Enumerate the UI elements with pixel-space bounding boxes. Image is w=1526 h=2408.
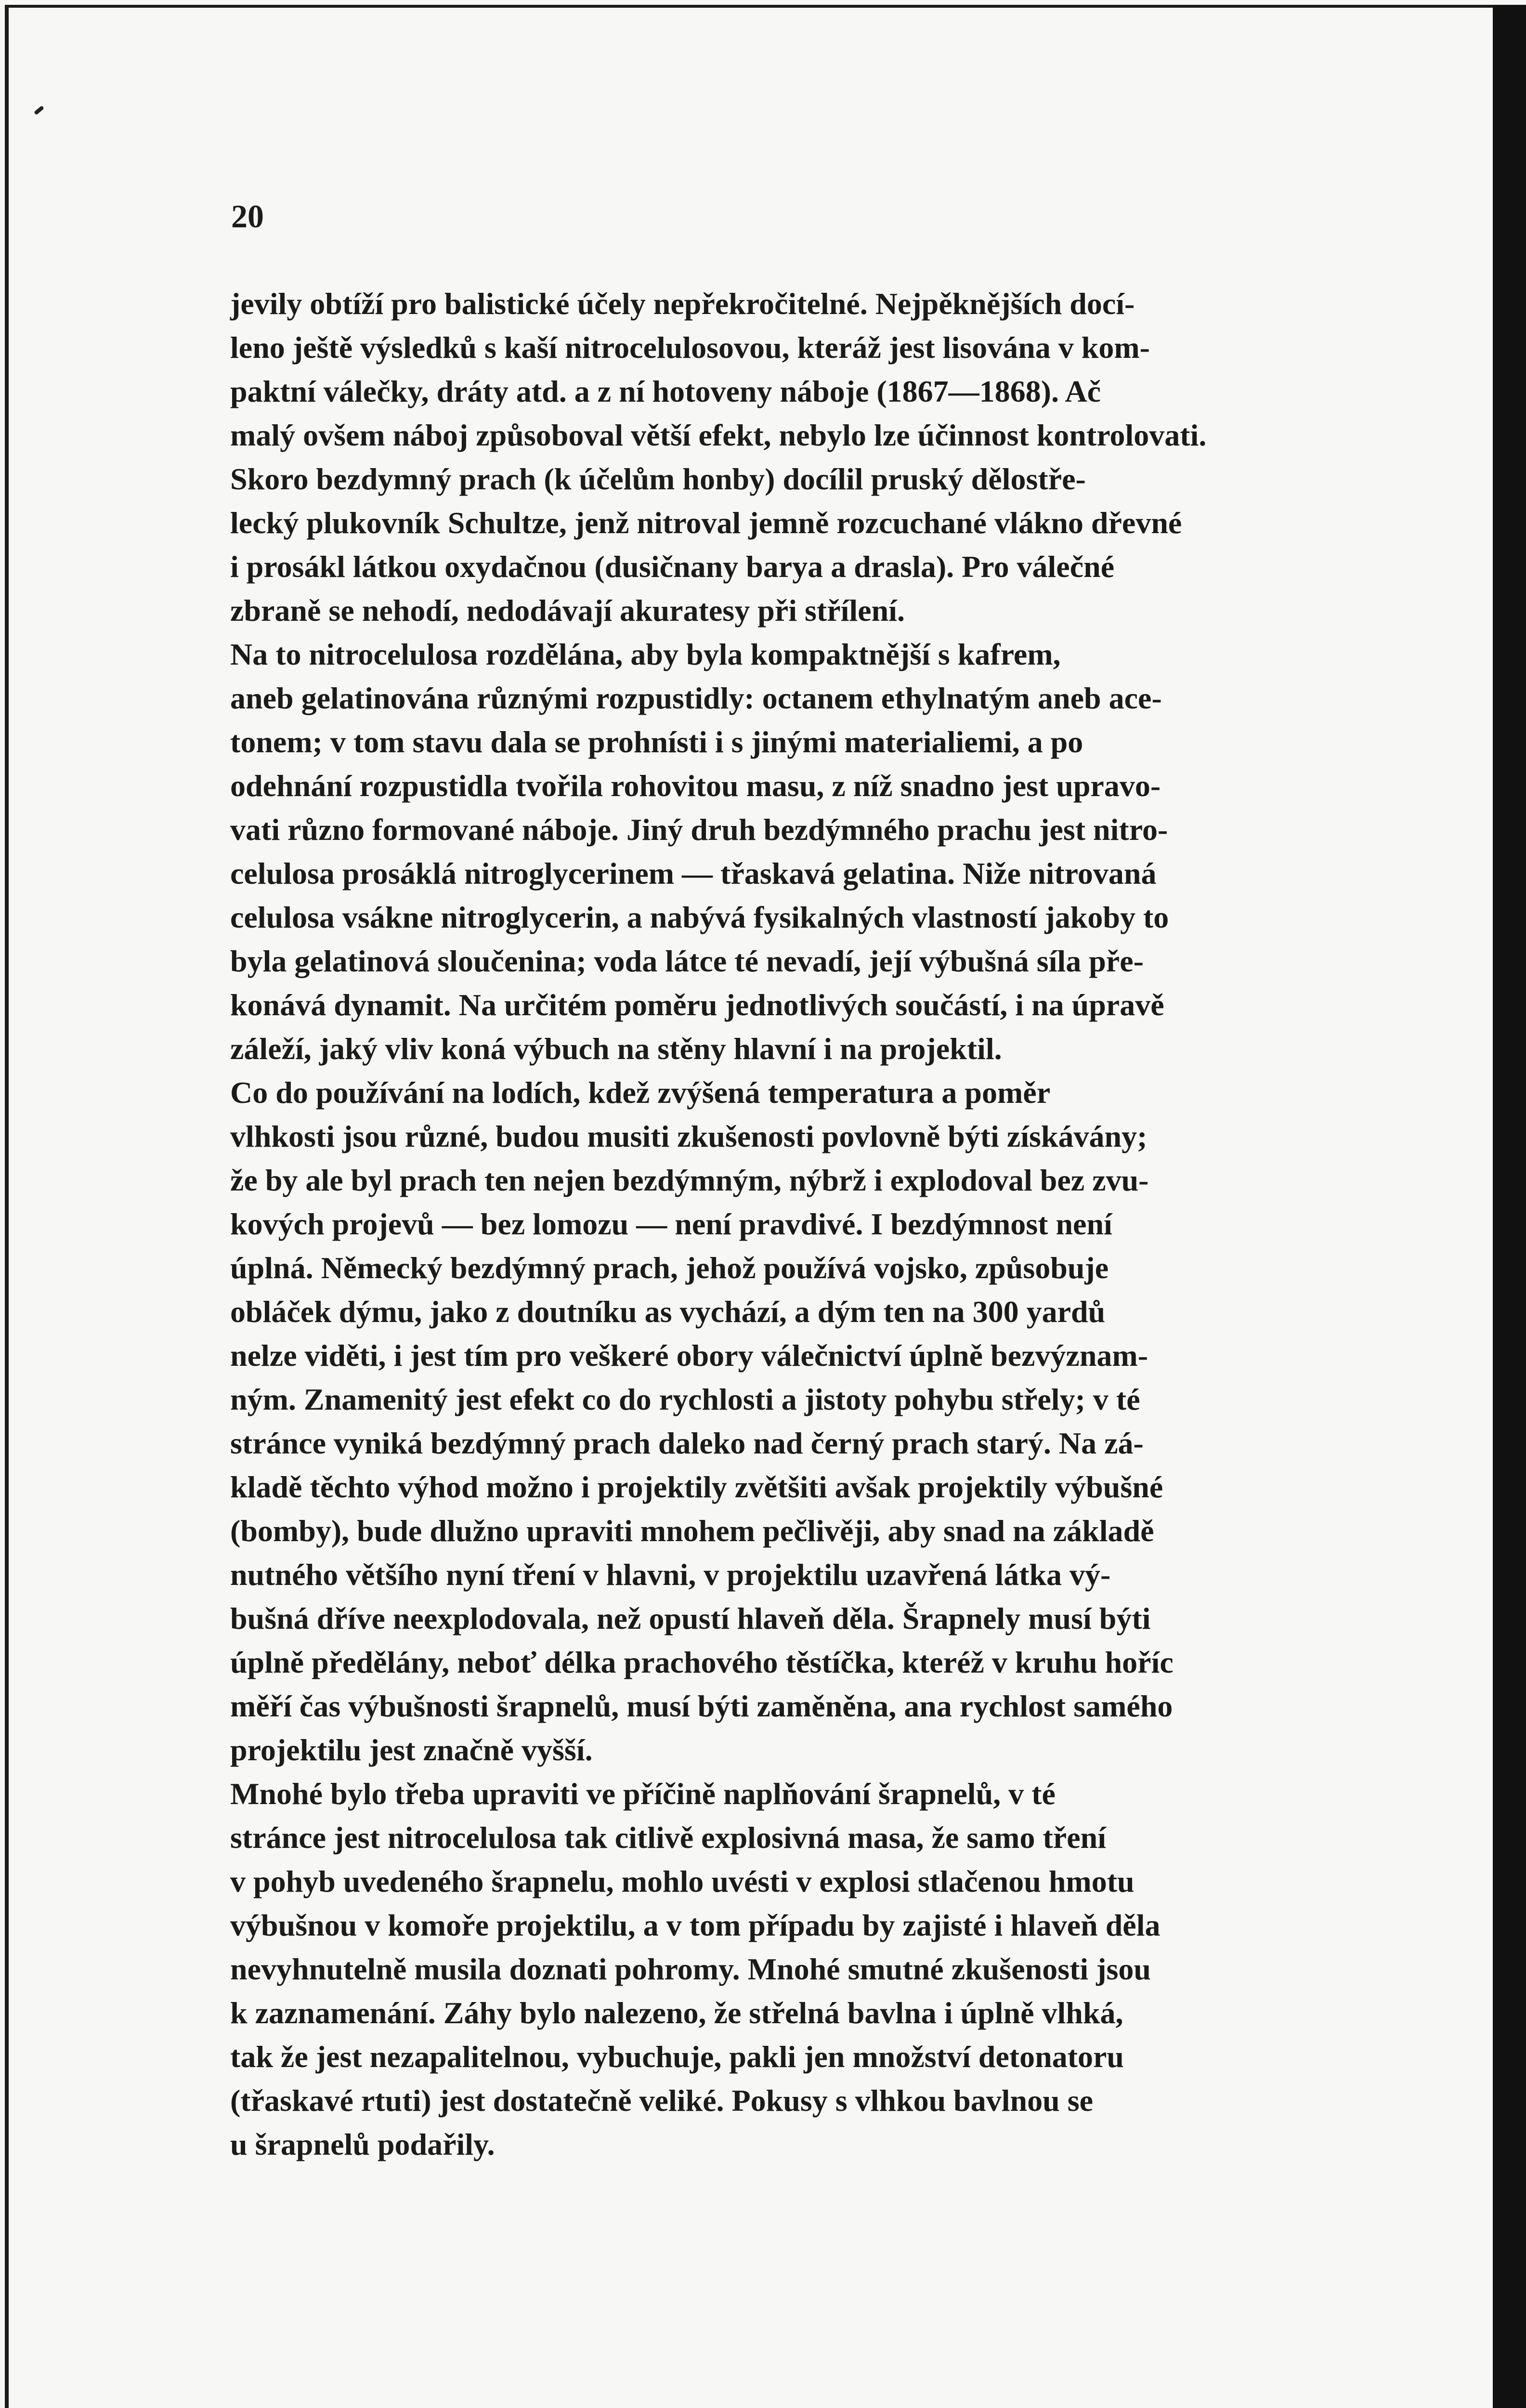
paragraph-5: Mnohé bylo třeba upraviti ve příčině naplňování šrapnelů, v té stránce jest nitrocelulosa tak citlivě explosivná masa, že samo tření v pohyb uvedeného šrapnelu, mohlo uvésti v explosi stlačenou hmotu výbušnou v komoře projektilu, a v tom případu by zajisté i hlaveň děla nevyhnutelně musila doznati pohromy. Mnohé smutné zkušenosti jsou k zaznamenání. Záhy bylo nalezeno, že střelná bavlna i úplně vlhká, tak že jest nezapalitelnou, vybuchuje, pakli jen množství detonatoru (třaskavé rtuti) jest dostatečně veliké. Pokusy s vlhkou bavlnou se u šrapnelů podařily. — [230, 1777, 1161, 2161]
paragraph-4: Co do používání na lodích, kdež zvýšená temperatura a poměr vlhkosti jsou různé, budou musiti zkušenosti povlovně býti získávány; že by ale byl prach ten nejen bezdýmným, nýbrž i explodoval bez zvu- kových projevů — bez lomozu — není pravdivé. I bezdýmnost není úplná. Německý bezdýmný prach, jehož používá vojsko, způsobuje obláček dýmu, jako z doutníku as vychází, a dým ten na 300 yardů nelze viděti, i jest tím pro veškeré obory válečnictví úplně bezvýznam- ným. Znamenitý jest efekt co do rychlosti a jistoty pohybu střely; v té stránce vyniká bezdýmný prach daleko nad černý prach starý. Na zá- kladě těchto výhod možno i projektily zvětšiti avšak projektily výbušné (bomby), bude dlužno upraviti mnohem pečlivěji, aby snad na základě nutného většího nyní tření v hlavni, v projektilu uzavřená látka vý- bušná dříve neexplodovala, než opustí hlaveň děla. Šrapnely musí býti úplně předělány, neboť délka prachového těstíčka, kteréž v kruhu hoříc měří čas výbušnosti šrapnelů, musí býti zaměněna, ana rychlost samého projektilu jest značně vyšší. — [230, 1075, 1174, 1767]
scan-border-top — [5, 5, 1498, 8]
paragraph-2: Skoro bezdymný prach (k účelům honby) docílil pruský dělostře- lecký plukovník Schultze, jenž nitroval jemně rozcuchané vlákno dřevné i prosákl látkou oxydačnou (dusičnany barya a drasla). Pro válečné zbraně se nehodí, nedodávají akuratesy při střílení. — [230, 462, 1182, 628]
paragraph-1: jevily obtíží pro balistické účely nepřekročitelné. Nejpěknějších docí- leno ještě výsledků s kaší nitrocelulosovou, kteráž jest lisována v kom- paktní válečky, dráty atd. a z ní hotoveny náboje (1867—1868). Ač malý ovšem náboj způsoboval větší efekt, nebylo lze účinnost kontrolovati. — [230, 287, 1207, 452]
body-text — [230, 282, 1368, 2166]
scan-border-left — [5, 5, 9, 2408]
scan-border-right — [1493, 5, 1526, 2408]
page-number: 20 — [231, 198, 264, 235]
paragraph-3: Na to nitrocelulosa rozdělána, aby byla kompaktnější s kafrem, aneb gelatinována různými rozpustidly: octanem ethylnatým aneb ace- tonem; v tom stavu dala se prohnísti i s jinými materialiemi, a po odehnání rozpustidla tvořila rohovitou masu, z níž snadno jest upravo- vati různo formované náboje. Jiný druh bezdýmného prachu jest nitro- celulosa prosáklá nitroglycerinem — třaskavá gelatina. Niže nitrovaná celulosa vsákne nitroglycerin, a nabývá fysikalných vlastností jakoby to byla gelatinová sloučenina; voda látce té nevadí, její výbušná síla pře- konává dynamit. Na určitém poměru jednotlivých součástí, i na úpravě záleží, jaký vliv koná výbuch na stěny hlavní i na projektil. — [230, 637, 1169, 1066]
